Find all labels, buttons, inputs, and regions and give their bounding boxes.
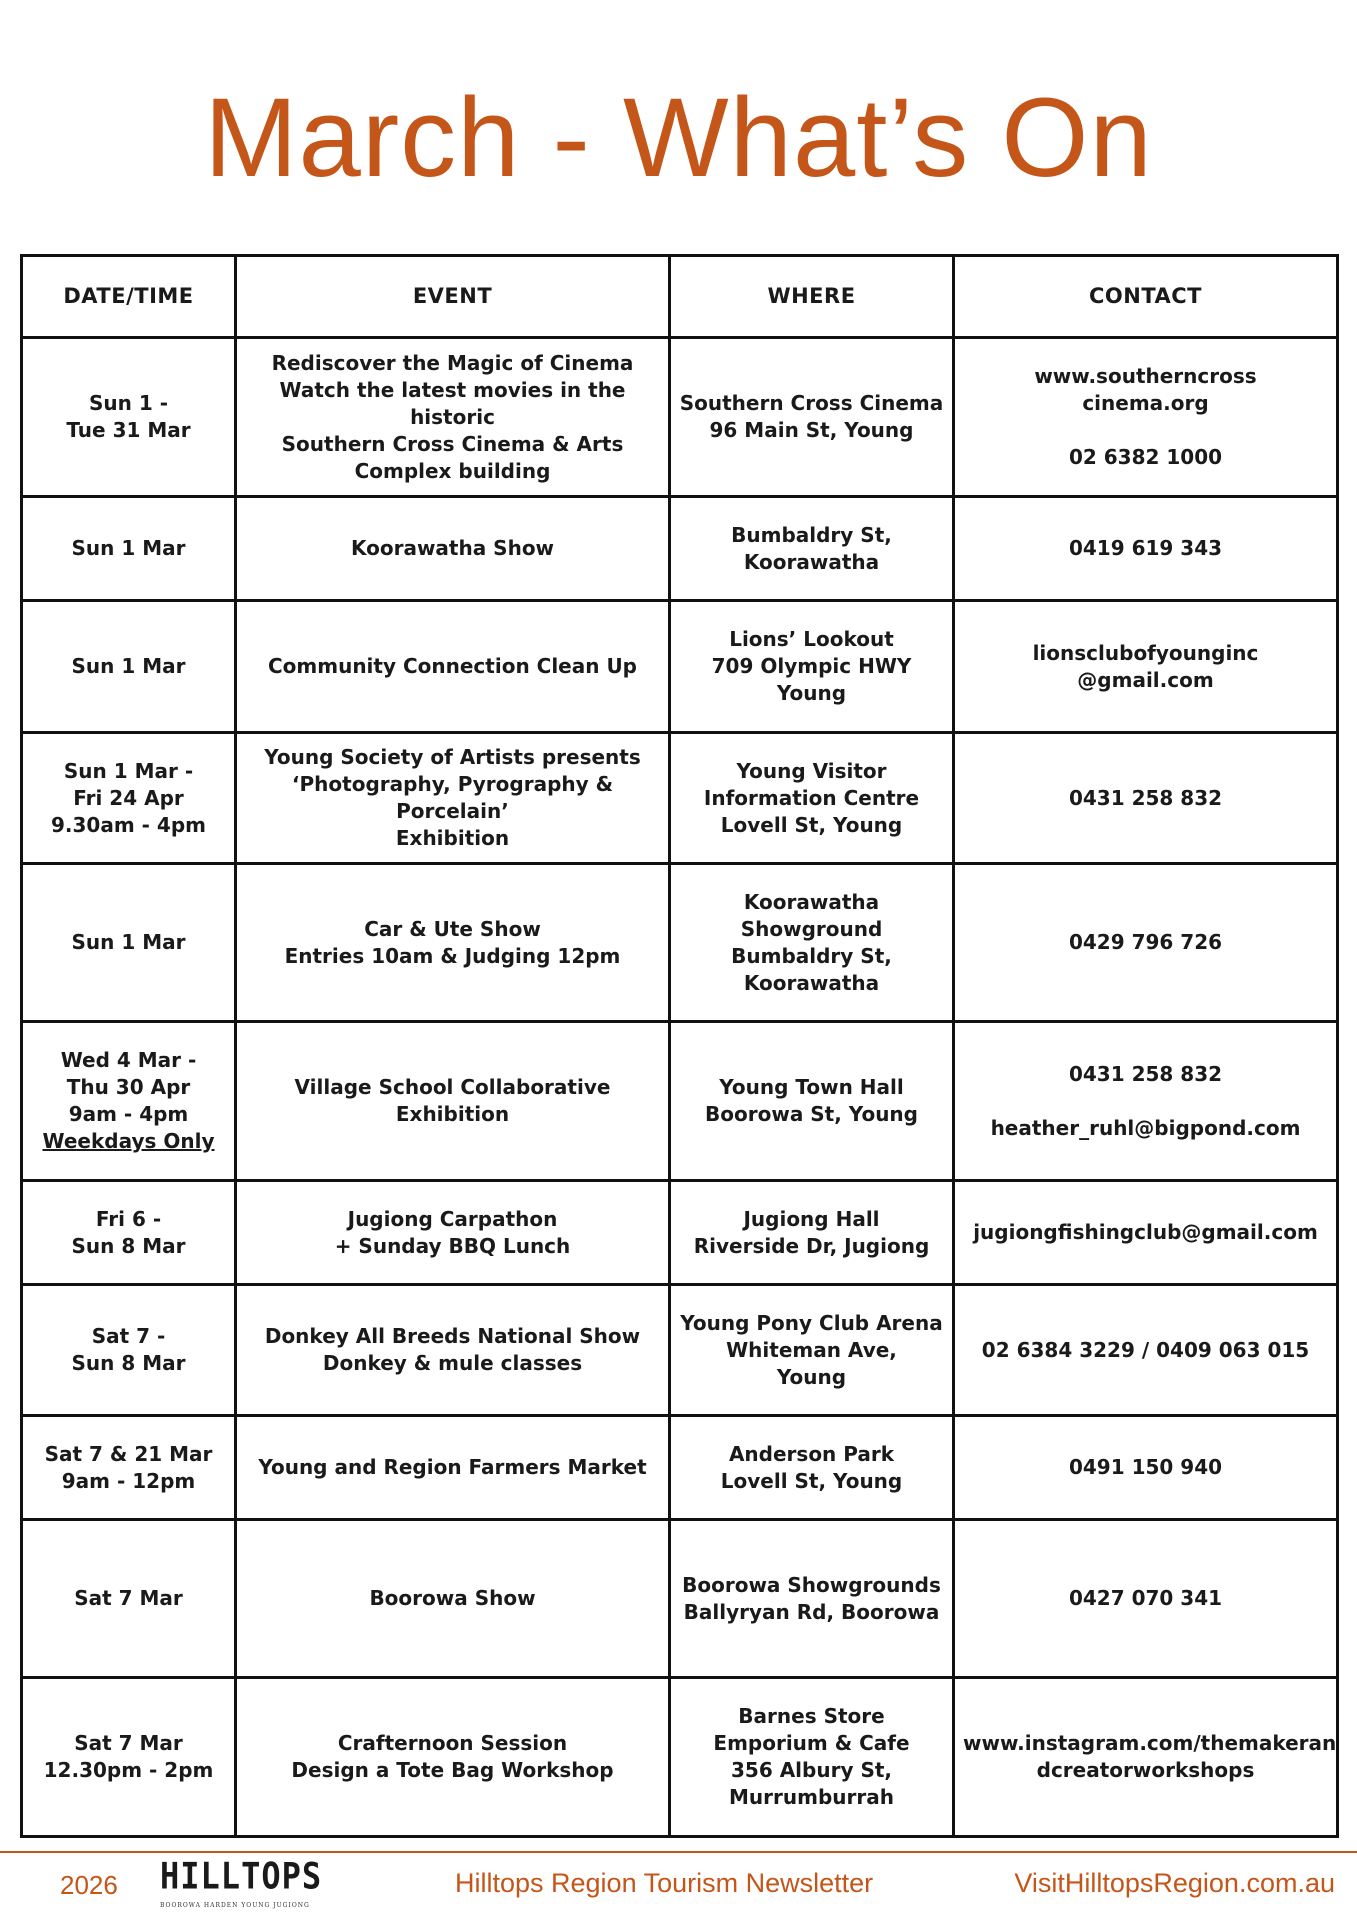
row-date-text: Wed 4 Mar - Thu 30 Apr 9am - 4pm <box>60 1048 197 1126</box>
header-contact: CONTACT <box>954 256 1338 338</box>
row-where-text: Young Visitor Information Centre Lovell St, Young <box>703 758 920 837</box>
row-event <box>236 601 670 733</box>
row-event-text: Young and Region Farmers Market <box>258 1455 647 1479</box>
row-where-text: Lions’ Lookout 709 Olympic HWY Young <box>711 627 912 705</box>
row-where-text: Barnes Store Emporium & Cafe 356 Albury St, Murrumburrah <box>713 1704 910 1809</box>
header-where: WHERE <box>670 256 954 338</box>
footer-divider <box>0 1851 1357 1853</box>
row-date <box>22 497 236 601</box>
row-contact <box>954 1520 1338 1678</box>
row-where-text: Jugiong Hall Riverside Dr, Jugiong <box>693 1206 930 1258</box>
row-event-text: Donkey All Breeds National Show Donkey & mule classes <box>264 1324 641 1375</box>
row-date-text: Sun 1 - Tue 31 Mar <box>66 391 191 442</box>
page-title: March - What’s On <box>204 75 1153 200</box>
row-date-text: Sat 7 Mar 12.30pm - 2pm <box>43 1731 214 1782</box>
table-row <box>22 1181 1338 1285</box>
row-event <box>236 1520 670 1678</box>
table-row <box>22 1416 1338 1520</box>
row-event-text: Village School Collaborative Exhibition <box>294 1075 611 1126</box>
row-contact-text: www.southerncross cinema.org 02 6382 1000 <box>1034 364 1257 469</box>
row-date <box>22 1520 236 1678</box>
table-row <box>22 1678 1338 1837</box>
row-where <box>670 601 954 733</box>
row-date <box>22 1416 236 1520</box>
row-event-text: Community Connection Clean Up <box>267 654 637 678</box>
row-event <box>236 1678 670 1837</box>
row-date <box>22 864 236 1022</box>
footer-website-link[interactable]: VisitHilltopsRegion.com.au <box>1014 1868 1335 1898</box>
row-event <box>236 1181 670 1285</box>
row-date <box>22 338 236 497</box>
row-contact-text: 0427 070 341 <box>1068 1586 1223 1610</box>
row-event <box>236 733 670 864</box>
row-contact <box>954 1285 1338 1416</box>
row-where-text: Koorawatha Showground Bumbaldry St, Koorawatha <box>731 889 892 995</box>
row-date-text: Fri 6 - Sun 8 Mar <box>71 1206 186 1258</box>
row-contact <box>954 1181 1338 1285</box>
row-date <box>22 1678 236 1837</box>
hilltops-logo <box>160 1854 323 1914</box>
footer-year: 2026 <box>60 1870 118 1900</box>
row-where <box>670 1520 954 1678</box>
table-row <box>22 733 1338 864</box>
row-where-text: Southern Cross Cinema 96 Main St, Young <box>679 391 944 442</box>
row-contact <box>954 1022 1338 1181</box>
table-header-row <box>22 256 1338 338</box>
row-where <box>670 733 954 864</box>
row-event <box>236 864 670 1022</box>
row-contact <box>954 1416 1338 1520</box>
row-where-text: Anderson Park Lovell St, Young <box>720 1441 903 1493</box>
row-event-text: Boorowa Show <box>369 1586 536 1610</box>
row-date-text: Sun 1 Mar <box>71 930 186 954</box>
row-date-text: Sun 1 Mar <box>71 536 186 560</box>
row-contact-text: 0491 150 940 <box>1068 1455 1223 1479</box>
table-row <box>22 497 1338 601</box>
row-event-text: Crafternoon Session Design a Tote Bag Workshop <box>291 1731 614 1782</box>
row-event-text: Jugiong Carpathon + Sunday BBQ Lunch <box>334 1206 571 1258</box>
table-row <box>22 864 1338 1022</box>
row-contact-text: 0431 258 832 <box>1068 785 1223 810</box>
header-date-time: DATE/TIME <box>22 256 236 338</box>
row-contact-text: 0419 619 343 <box>1068 536 1223 560</box>
row-date <box>22 1285 236 1416</box>
row-where <box>670 1416 954 1520</box>
row-event <box>236 1285 670 1416</box>
row-event-text: Koorawatha Show <box>350 536 555 560</box>
row-date-text: Sun 1 Mar <box>71 654 186 678</box>
row-event <box>236 1416 670 1520</box>
row-event-text: Young Society of Artists presents ‘Photography, Pyrography & Porcelain’ Exhibition <box>264 745 641 850</box>
row-where <box>670 1181 954 1285</box>
table-row <box>22 601 1338 733</box>
row-contact <box>954 338 1338 497</box>
table-row <box>22 338 1338 497</box>
row-event-text: Car & Ute Show Entries 10am & Judging 12pm <box>284 916 621 968</box>
table-row <box>22 1022 1338 1181</box>
row-event-text: Rediscover the Magic of Cinema Watch the latest movies in the historic Southern Cross Cinema & Arts Complex building <box>271 350 634 483</box>
row-date <box>22 601 236 733</box>
logo-wordmark: HILLTOPS <box>160 1854 323 1898</box>
row-date-text: Sat 7 - Sun 8 Mar <box>71 1324 186 1375</box>
table-row <box>22 1520 1338 1678</box>
row-date <box>22 1181 236 1285</box>
row-where <box>670 497 954 601</box>
row-where <box>670 1678 954 1837</box>
row-where-text: Boorowa Showgrounds Ballyryan Rd, Boorowa <box>682 1572 941 1624</box>
row-contact <box>954 864 1338 1022</box>
row-contact-text: 0431 258 832 heather_ruhl@bigpond.com <box>990 1061 1301 1140</box>
row-event <box>236 1022 670 1181</box>
row-contact-text: jugiongfishingclub@gmail.com <box>973 1220 1318 1244</box>
table-row <box>22 1285 1338 1416</box>
row-date <box>22 733 236 864</box>
row-contact <box>954 733 1338 864</box>
row-event <box>236 497 670 601</box>
row-where <box>670 864 954 1022</box>
row-where-text: Young Town Hall Boorowa St, Young <box>705 1075 918 1126</box>
logo-subtext: BOOROWA HARDEN YOUNG JUGIONG <box>160 1902 310 1909</box>
row-contact <box>954 601 1338 733</box>
weekdays-only-note: Weekdays Only <box>42 1129 215 1153</box>
row-where-text: Bumbaldry St, Koorawatha <box>731 522 892 574</box>
row-contact-text: www.instagram.com/themakeran dcreatorworkshops <box>963 1731 1337 1782</box>
row-date-text: Sun 1 Mar - Fri 24 Apr 9.30am - 4pm <box>51 758 206 837</box>
row-contact-text: 0429 796 726 <box>1068 930 1223 954</box>
row-where-text: Young Pony Club Arena Whiteman Ave, Young <box>680 1310 943 1389</box>
row-contact-text: lionsclubofyounginc @gmail.com <box>1032 640 1259 692</box>
row-where <box>670 1285 954 1416</box>
row-contact <box>954 1678 1338 1837</box>
row-event <box>236 338 670 497</box>
row-where <box>670 338 954 497</box>
row-date-text: Sat 7 & 21 Mar 9am - 12pm <box>44 1441 213 1493</box>
row-date-text: Sat 7 Mar <box>74 1586 183 1610</box>
row-contact-text: 02 6384 3229 / 0409 063 015 <box>981 1337 1310 1362</box>
row-contact <box>954 497 1338 601</box>
header-event: EVENT <box>236 256 670 338</box>
row-date <box>22 1022 236 1181</box>
footer-newsletter-title: Hilltops Region Tourism Newsletter <box>455 1868 874 1898</box>
row-where <box>670 1022 954 1181</box>
events-table <box>20 254 1339 1838</box>
